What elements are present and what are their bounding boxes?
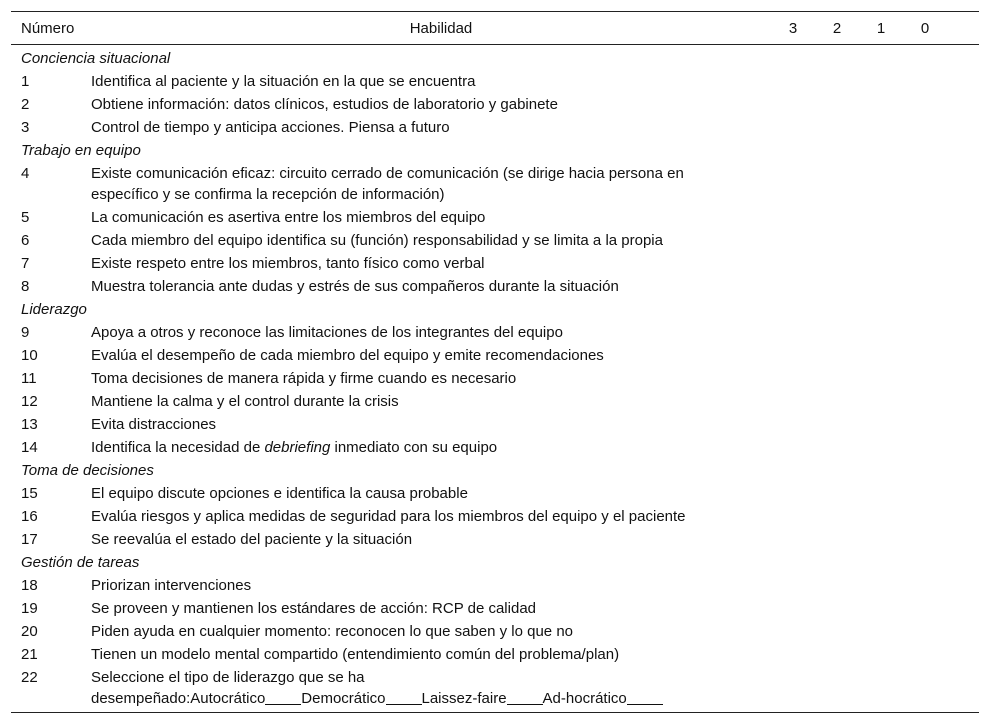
row-skill: Se reevalúa el estado del paciente y la situación bbox=[91, 531, 413, 548]
table-header bbox=[11, 12, 979, 44]
row-number: 18 bbox=[21, 577, 38, 594]
bottom-rule bbox=[11, 712, 979, 713]
table-row bbox=[11, 93, 979, 116]
row-number: 1 bbox=[21, 73, 30, 90]
row-skill-pre: Identifica la necesidad de bbox=[91, 439, 265, 456]
table-row bbox=[11, 367, 979, 390]
table-row bbox=[11, 162, 979, 206]
row-number: 7 bbox=[21, 255, 30, 272]
section-title: Trabajo en equipo bbox=[21, 142, 141, 159]
row-number: 3 bbox=[21, 119, 30, 136]
table-row bbox=[11, 597, 979, 620]
table-row bbox=[11, 321, 979, 344]
table-body bbox=[11, 45, 979, 712]
header-scores bbox=[771, 17, 947, 40]
row-skill bbox=[91, 163, 751, 205]
option-laissez-faire: Laissez-faire bbox=[421, 690, 507, 707]
row-skill: El equipo discute opciones e identifica la causa probable bbox=[91, 485, 468, 502]
row-number: 20 bbox=[21, 623, 38, 640]
row-skill: Identifica al paciente y la situación en la que se encuentra bbox=[91, 73, 476, 90]
option-blank[interactable] bbox=[265, 690, 301, 705]
row-skill-line-1: Seleccione el tipo de liderazgo que se ha bbox=[91, 669, 365, 686]
section-title: Liderazgo bbox=[21, 301, 87, 318]
leadership-options bbox=[91, 688, 751, 709]
table-row bbox=[11, 70, 979, 93]
row-number: 15 bbox=[21, 485, 38, 502]
row-skill-post: inmediato con su equipo bbox=[330, 439, 498, 456]
table-row bbox=[11, 436, 979, 459]
table-row bbox=[11, 229, 979, 252]
option-blank[interactable] bbox=[386, 690, 422, 705]
row-skill bbox=[91, 667, 751, 709]
table-row bbox=[11, 252, 979, 275]
row-number: 14 bbox=[21, 439, 38, 456]
section-title: Conciencia situacional bbox=[21, 50, 171, 67]
row-number: 13 bbox=[21, 416, 38, 433]
row-number: 6 bbox=[21, 232, 30, 249]
skills-table bbox=[11, 11, 979, 713]
row-number: 5 bbox=[21, 209, 30, 226]
header-score-3: 3 bbox=[788, 19, 798, 37]
option-autocratico: Autocrático bbox=[190, 690, 266, 707]
row-skill bbox=[91, 436, 751, 459]
row-number: 17 bbox=[21, 531, 38, 548]
row-number: 12 bbox=[21, 393, 38, 410]
row-skill-emphasis: debriefing bbox=[264, 439, 331, 456]
header-number: Número bbox=[21, 19, 75, 37]
row-number: 11 bbox=[21, 370, 37, 387]
table-row bbox=[11, 666, 979, 710]
row-number: 4 bbox=[21, 165, 30, 182]
row-skill: Priorizan intervenciones bbox=[91, 577, 252, 594]
header-score-1: 1 bbox=[876, 19, 886, 37]
row-number: 10 bbox=[21, 347, 38, 364]
option-blank[interactable] bbox=[627, 690, 663, 705]
row-number: 22 bbox=[21, 669, 38, 686]
option-blank[interactable] bbox=[507, 690, 543, 705]
header-score-2: 2 bbox=[832, 19, 842, 37]
option-ad-hocratico: Ad-hocrático bbox=[542, 690, 627, 707]
table-row bbox=[11, 482, 979, 505]
row-skill: Obtiene información: datos clínicos, estudios de laboratorio y gabinete bbox=[91, 96, 558, 113]
row-skill: Piden ayuda en cualquier momento: reconocen lo que saben y lo que no bbox=[91, 623, 573, 640]
row-skill: Cada miembro del equipo identifica su (función) responsabilidad y se limita a la propia bbox=[91, 232, 663, 249]
row-skill: Se proveen y mantienen los estándares de acción: RCP de calidad bbox=[91, 600, 536, 617]
row-skill-line-2: desempeñado: bbox=[91, 690, 191, 707]
row-skill: La comunicación es asertiva entre los miembros del equipo bbox=[91, 209, 486, 226]
row-number: 2 bbox=[21, 96, 30, 113]
table-row bbox=[11, 390, 979, 413]
table-row bbox=[11, 643, 979, 666]
table-row bbox=[11, 620, 979, 643]
row-skill: Existe respeto entre los miembros, tanto físico como verbal bbox=[91, 255, 485, 272]
table-row bbox=[11, 275, 979, 298]
row-skill: Evalúa el desempeño de cada miembro del equipo y emite recomendaciones bbox=[91, 347, 604, 364]
section-title: Gestión de tareas bbox=[21, 554, 140, 571]
row-skill: Evita distracciones bbox=[91, 416, 217, 433]
row-number: 9 bbox=[21, 324, 30, 341]
table-row bbox=[11, 505, 979, 528]
table-row bbox=[11, 528, 979, 551]
option-democratico: Democrático bbox=[301, 690, 386, 707]
header-score-0: 0 bbox=[920, 19, 930, 37]
row-skill-line-2: específico y se confirma la recepción de información) bbox=[91, 186, 445, 203]
row-skill: Apoya a otros y reconoce las limitaciones de los integrantes del equipo bbox=[91, 324, 563, 341]
table-row bbox=[11, 116, 979, 139]
row-skill: Tienen un modelo mental compartido (entendimiento común del problema/plan) bbox=[91, 646, 620, 663]
row-skill: Muestra tolerancia ante dudas y estrés de sus compañeros durante la situación bbox=[91, 278, 619, 295]
row-skill: Toma decisiones de manera rápida y firme cuando es necesario bbox=[91, 370, 517, 387]
row-number: 19 bbox=[21, 600, 38, 617]
table-row bbox=[11, 413, 979, 436]
row-number: 8 bbox=[21, 278, 30, 295]
row-skill: Mantiene la calma y el control durante la crisis bbox=[91, 393, 399, 410]
header-skill: Habilidad bbox=[409, 19, 473, 37]
table-row bbox=[11, 574, 979, 597]
row-number: 16 bbox=[21, 508, 38, 525]
row-skill: Evalúa riesgos y aplica medidas de seguridad para los miembros del equipo y el paciente bbox=[91, 508, 686, 525]
table-row bbox=[11, 206, 979, 229]
table-row bbox=[11, 344, 979, 367]
row-number: 21 bbox=[21, 646, 38, 663]
row-skill: Control de tiempo y anticipa acciones. Piensa a futuro bbox=[91, 119, 450, 136]
row-skill-line-1: Existe comunicación eficaz: circuito cerrado de comunicación (se dirige hacia persona en bbox=[91, 165, 684, 182]
section-title: Toma de decisiones bbox=[21, 462, 154, 479]
